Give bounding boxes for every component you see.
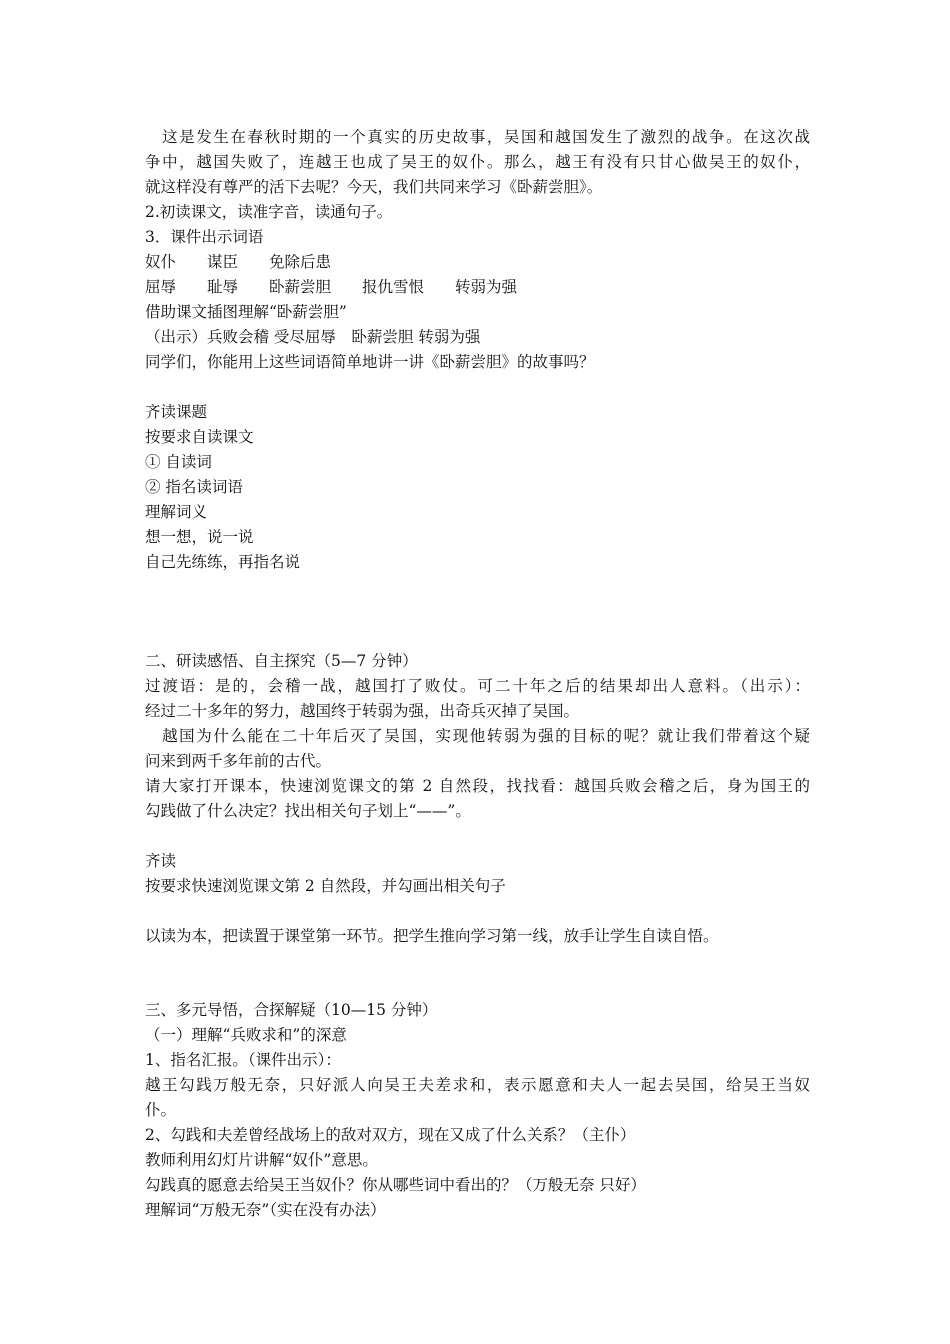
step-3-heading: 3．课件出示词语 (145, 228, 264, 246)
activity-item-2: ② 指名读词语 (145, 478, 243, 496)
wanban-note: 理解词“万般无奈”（实在没有办法） (145, 1201, 386, 1219)
transition-line-1: 过渡语：是的，会稽一战，越国打了败仗。可二十年之后的结果却出人意料。（出示）： (145, 677, 810, 695)
intro-line-3: 就这样没有尊严的活下去呢？今天，我们共同来学习《卧薪尝胆》。 (145, 178, 603, 196)
section-2-heading: 二、研读感悟、自主探究（5—7 分钟） (145, 652, 418, 670)
think-and-say: 想一想，说一说 (145, 528, 254, 546)
browse-instruction: 按要求快速浏览课文第 2 自然段，并勾画出相关句子 (145, 877, 506, 895)
open-book-line-1: 请大家打开课本，快速浏览课文的第 2 自然段，找找看：越国兵败会稽之后，身为国王的 (145, 777, 810, 795)
report-instruction: 1、指名汇报。（课件出示）： (145, 1051, 341, 1069)
reflection-note: 以读为本，把读置于课堂第一环节。把学生推向学习第一线，放手让学生自读自悟。 (145, 927, 719, 945)
willing-question: 勾践真的愿意去给吴王当奴仆？你从哪些词中看出的？（万般无奈 只好） (145, 1176, 646, 1194)
open-book-line-2: 勾践做了什么决定？找出相关句子划上“——”。 (145, 802, 471, 820)
why-line-1: 越国为什么能在二十年后灭了吴国，实现他转弱为强的目标的呢？就让我们带着这个疑 (145, 727, 810, 745)
transition-line-2: 经过二十多年的努力，越国终于转弱为强，出奇兵灭掉了吴国。 (145, 702, 580, 720)
understand-meaning: 理解词义 (145, 503, 208, 521)
illustration-note: 借助课文插图理解“卧薪尝胆” (145, 303, 347, 321)
step-2-heading: 2.初读课文，读准字音，读通句子。 (145, 203, 393, 221)
subsection-1-heading: （一）理解“兵败求和”的深意 (145, 1026, 347, 1044)
self-read: 按要求自读课文 (145, 428, 254, 446)
vocab-row-1: 奴仆 谋臣 免除后患 (145, 253, 332, 271)
read-title: 齐读课题 (145, 403, 208, 421)
intro-line-2: 争中，越国失败了，连越王也成了吴王的奴仆。那么，越王有没有只甘心做吴王的奴仆， (145, 153, 810, 171)
section-3-heading: 三、多元导悟，合探解疑（10—15 分钟） (145, 1001, 438, 1019)
show-line: （出示）兵败会稽 受尽屈辱 卧薪尝胆 转弱为强 (145, 328, 481, 346)
activity-item-1: ① 自读词 (145, 453, 212, 471)
practice-first: 自己先练练，再指名说 (145, 553, 301, 571)
vocab-row-2: 屈辱 耻辱 卧薪尝胆 报仇雪恨 转弱为强 (145, 278, 518, 296)
intro-line-1: 这是发生在春秋时期的一个真实的历史故事，吴国和越国发生了激烈的战争。在这次战 (145, 128, 810, 146)
question-2: 2、勾践和夫差曾经战场上的敌对双方，现在又成了什么关系？（主仆） (145, 1126, 636, 1144)
teacher-note: 教师利用幻灯片讲解“奴仆”意思。 (145, 1151, 378, 1169)
read-together: 齐读 (145, 852, 177, 870)
why-line-2: 问来到两千多年前的古代。 (145, 752, 332, 770)
story-question: 同学们，你能用上这些词语简单地讲一讲《卧薪尝胆》的故事吗？ (145, 353, 595, 371)
yue-line-2: 仆。 (145, 1101, 177, 1119)
yue-line-1: 越王勾践万般无奈，只好派人向吴王夫差求和，表示愿意和夫人一起去吴国，给吴王当奴 (145, 1076, 810, 1094)
